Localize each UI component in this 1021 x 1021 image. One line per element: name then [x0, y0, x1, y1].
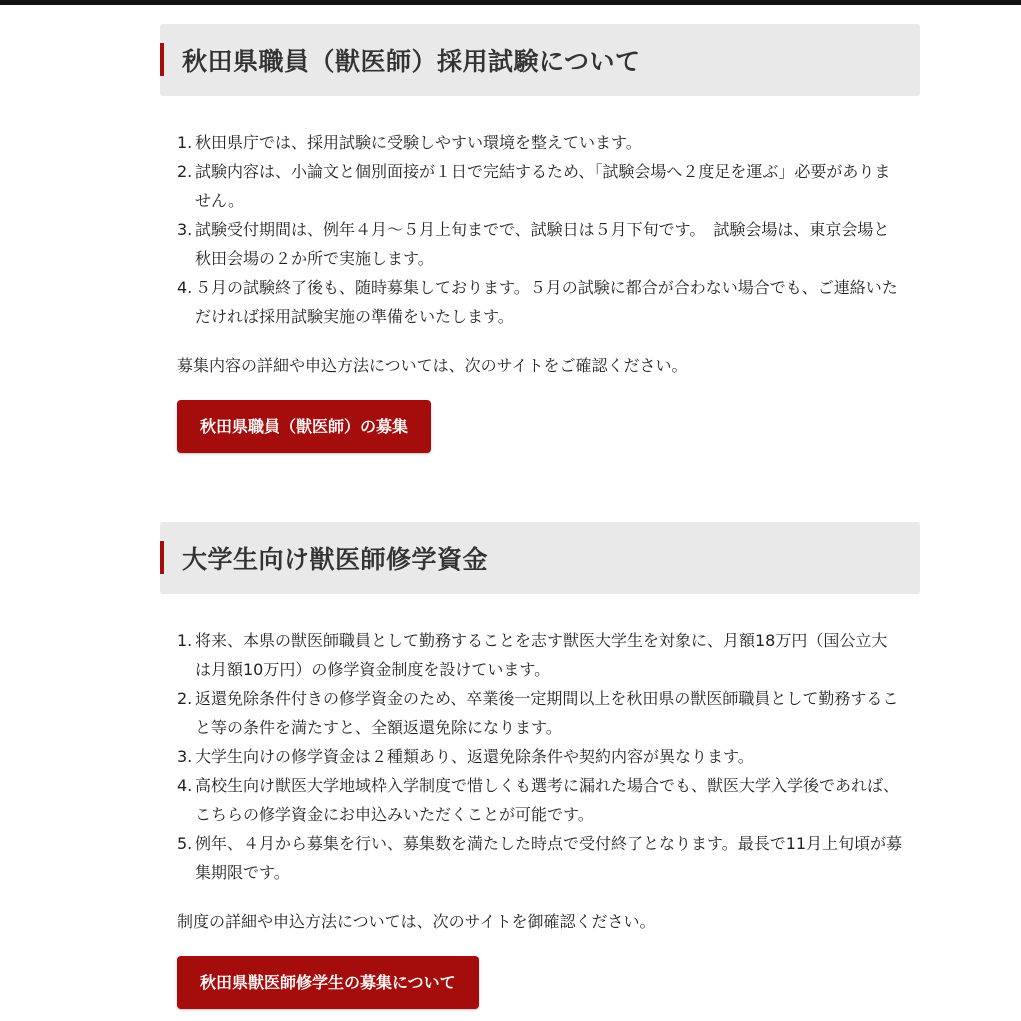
- section-heading: [160, 24, 920, 96]
- list-text: 将来、本県の獣医師職員として勤務することを志す獣医大学生を対象に、月額18万円（国公立大は月額10万円）の修学資金制度を設けています。: [195, 631, 888, 679]
- list-number: 4.: [177, 278, 193, 297]
- list-text: 大学生向けの修学資金は２種類あり、返還免除条件や契約内容が異なります。: [195, 747, 754, 766]
- list-item: [177, 157, 903, 215]
- list-number: 1.: [177, 631, 193, 650]
- section-title: 秋田県職員（獣医師）採用試験について: [182, 47, 641, 76]
- list-text: 返還免除条件付きの修学資金のため、卒業後一定期間以上を秋田県の獣医師職員として勤務すること等の条件を満たすと、全額返還免除になります。: [195, 689, 899, 737]
- list-number: 2.: [177, 689, 193, 708]
- section-scholarship: [160, 522, 920, 1009]
- list-item: [177, 626, 903, 684]
- list-number: 1.: [177, 133, 193, 152]
- section-recruitment-exam: [160, 24, 920, 453]
- list-text: ５月の試験終了後も、随時募集しております。５月の試験に都合が合わない場合でも、ご連絡いただければ採用試験実施の準備をいたします。: [195, 278, 898, 326]
- details-note: 制度の詳細や申込方法については、次のサイトを御確認ください。: [177, 912, 656, 931]
- section-heading: [160, 522, 920, 594]
- scholarship-link-button[interactable]: 秋田県獣医師修学生の募集について: [177, 956, 479, 1009]
- list-text: 試験受付期間は、例年４月～５月上旬までで、試験日は５月下旬です。 試験会場は、東京会場と秋田会場の２か所で実施します。: [195, 220, 890, 268]
- list-text: 秋田県庁では、採用試験に受験しやすい環境を整えています。: [195, 133, 642, 152]
- top-bar: [0, 0, 1021, 5]
- list-item: [177, 684, 903, 742]
- list-number: 3.: [177, 747, 193, 766]
- scholarship-info-list: [160, 626, 903, 887]
- list-item: [177, 273, 903, 331]
- list-number: 4.: [177, 776, 193, 795]
- list-number: 3.: [177, 220, 193, 239]
- exam-info-list: [160, 128, 903, 331]
- list-number: 2.: [177, 162, 193, 181]
- list-text: 試験内容は、小論文と個別面接が１日で完結するため、「試験会場へ２度足を運ぶ」必要がありません。: [195, 162, 891, 210]
- recruitment-link-button[interactable]: 秋田県職員（獣医師）の募集: [177, 400, 431, 453]
- list-text: 例年、４月から募集を行い、募集数を満たした時点で受付終了となります。最長で11月上旬頃が募集期限です。: [195, 834, 903, 882]
- heading-accent-bar: [160, 43, 164, 76]
- list-item: [177, 215, 903, 273]
- list-item: [177, 742, 903, 771]
- section-title: 大学生向け獣医師修学資金: [182, 545, 489, 574]
- details-note: 募集内容の詳細や申込方法については、次のサイトをご確認ください。: [177, 356, 688, 375]
- list-item: [177, 771, 903, 829]
- list-number: 5.: [177, 834, 193, 853]
- heading-accent-bar: [160, 541, 164, 574]
- list-item: [177, 829, 903, 887]
- list-text: 高校生向け獣医大学地域枠入学制度で惜しくも選考に漏れた場合でも、獣医大学入学後であれば、こちらの修学資金にお申込みいただくことが可能です。: [195, 776, 900, 824]
- list-item: [177, 128, 903, 157]
